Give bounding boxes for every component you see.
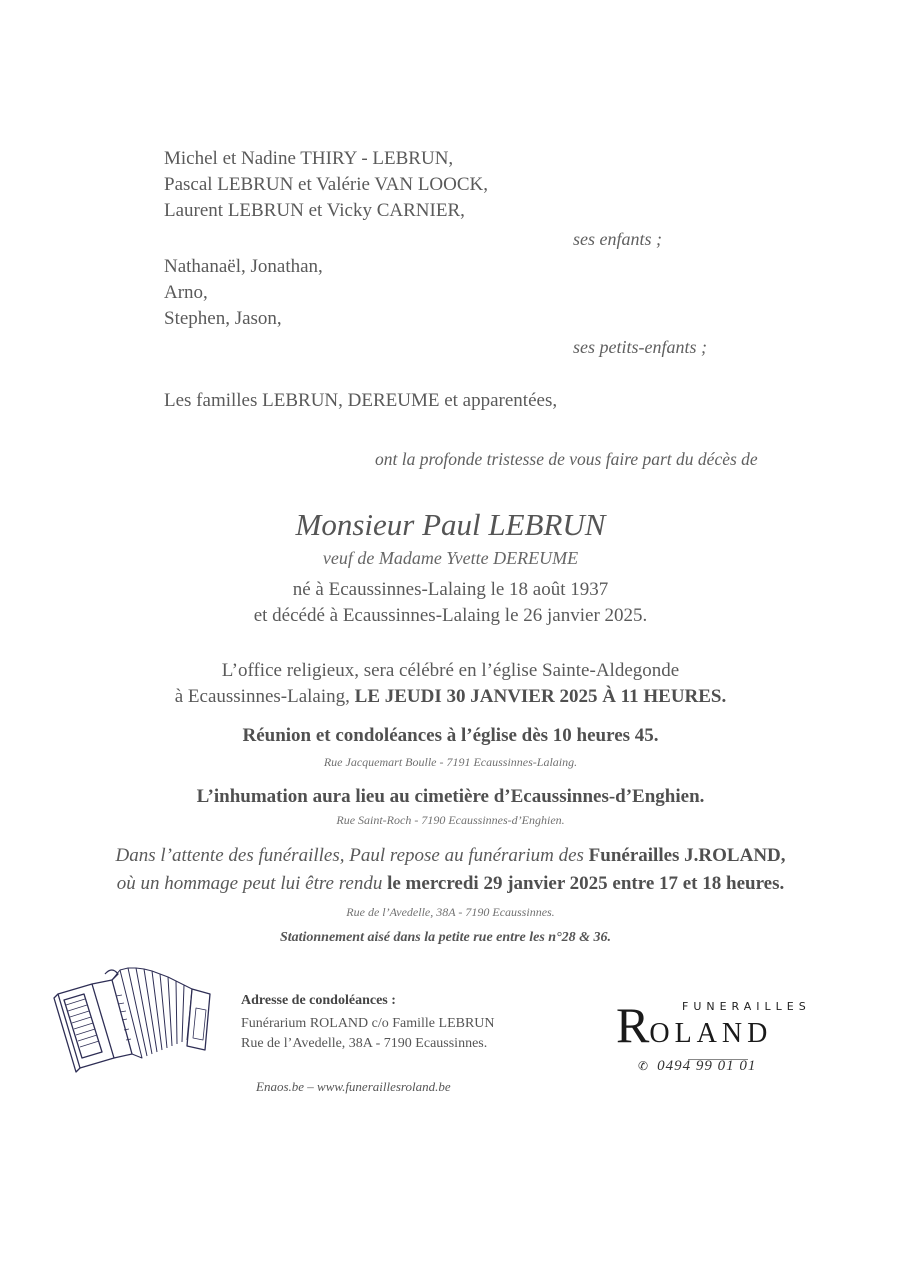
burial-line: L’inhumation aura lieu au cimetière d’Ecaussinnes-d’Enghien. — [196, 786, 705, 807]
service-line-1: L’office religieux, sera célébré en l’église Sainte-Aldegonde — [221, 660, 680, 681]
condolences-title: Adresse de condoléances : — [241, 993, 396, 1008]
death-line: et décédé à Ecaussinnes-Lalaing le 26 janvier 2025. — [253, 605, 648, 626]
grandchild-line: Nathanaël, Jonathan, — [164, 256, 323, 277]
birth-line: né à Ecaussinnes-Lalaing le 18 août 1937 — [292, 579, 609, 600]
logo-rest: OLAND — [649, 1018, 773, 1049]
service-place: à Ecaussinnes-Lalaing, — [174, 686, 355, 707]
burial-address: Rue Saint-Roch - 7190 Ecaussinnes-d’Enghien. — [336, 813, 565, 827]
phone-icon: ✆ — [638, 1059, 650, 1073]
condolences-line-2: Rue de l’Avedelle, 38A - 7190 Ecaussinnes. — [241, 1036, 488, 1051]
funeral-home-name: Funérailles J.ROLAND, — [588, 845, 786, 866]
logo-top-text: FUNERAILLES — [682, 1000, 811, 1013]
phone-number — [638, 1058, 756, 1075]
grandchildren-role: ses petits-enfants ; — [573, 337, 707, 357]
grandchild-line: Stephen, Jason, — [164, 308, 282, 329]
parking-note: Stationnement aisé dans la petite rue entre les n°28 & 36. — [279, 930, 612, 945]
grandchild-line: Arno, — [164, 282, 208, 303]
child-line: Michel et Nadine THIRY - LEBRUN, — [164, 148, 454, 169]
widower-line: veuf de Madame Yvette DEREUME — [322, 548, 579, 568]
accordion-illustration — [50, 960, 215, 1075]
rest-line — [0, 845, 901, 867]
funerarium-address: Rue de l’Avedelle, 38A - 7190 Ecaussinnes. — [346, 905, 555, 919]
websites-link[interactable]: Enaos.be – www.funeraillesroland.be — [256, 1079, 451, 1094]
children-list — [164, 146, 488, 224]
child-line: Laurent LEBRUN et Vicky CARNIER, — [164, 200, 465, 221]
announcement-line: ont la profonde tristesse de vous faire part du décès de — [375, 449, 758, 469]
children-role: ses enfants ; — [573, 229, 662, 249]
service-line-2 — [0, 686, 901, 708]
tribute-date: le mercredi 29 janvier 2025 entre 17 et 18 heures. — [387, 873, 785, 894]
condolences-line-1: Funérarium ROLAND c/o Famille LEBRUN — [241, 1016, 495, 1031]
families-line: Les familles LEBRUN, DEREUME et apparentées, — [164, 390, 558, 411]
grandchildren-list — [164, 254, 323, 332]
service-date: LE JEUDI 30 JANVIER 2025 À 11 HEURES. — [354, 686, 727, 707]
meeting-address: Rue Jacquemart Boulle - 7191 Ecaussinnes-Lalaing. — [323, 755, 578, 769]
tribute-text: où un hommage peut lui être rendu — [116, 873, 388, 894]
rest-text: Dans l’attente des funérailles, Paul repose au funérarium des — [115, 845, 589, 866]
tribute-line — [0, 873, 901, 895]
meeting-line: Réunion et condoléances à l’église dès 10 heures 45. — [242, 725, 659, 746]
deceased-name: Monsieur Paul LEBRUN — [295, 507, 606, 542]
logo-wordmark — [616, 997, 773, 1053]
child-line: Pascal LEBRUN et Valérie VAN LOOCK, — [164, 174, 489, 195]
phone-text[interactable]: 0494 99 01 01 — [657, 1058, 757, 1074]
logo-initial: R — [616, 997, 650, 1053]
